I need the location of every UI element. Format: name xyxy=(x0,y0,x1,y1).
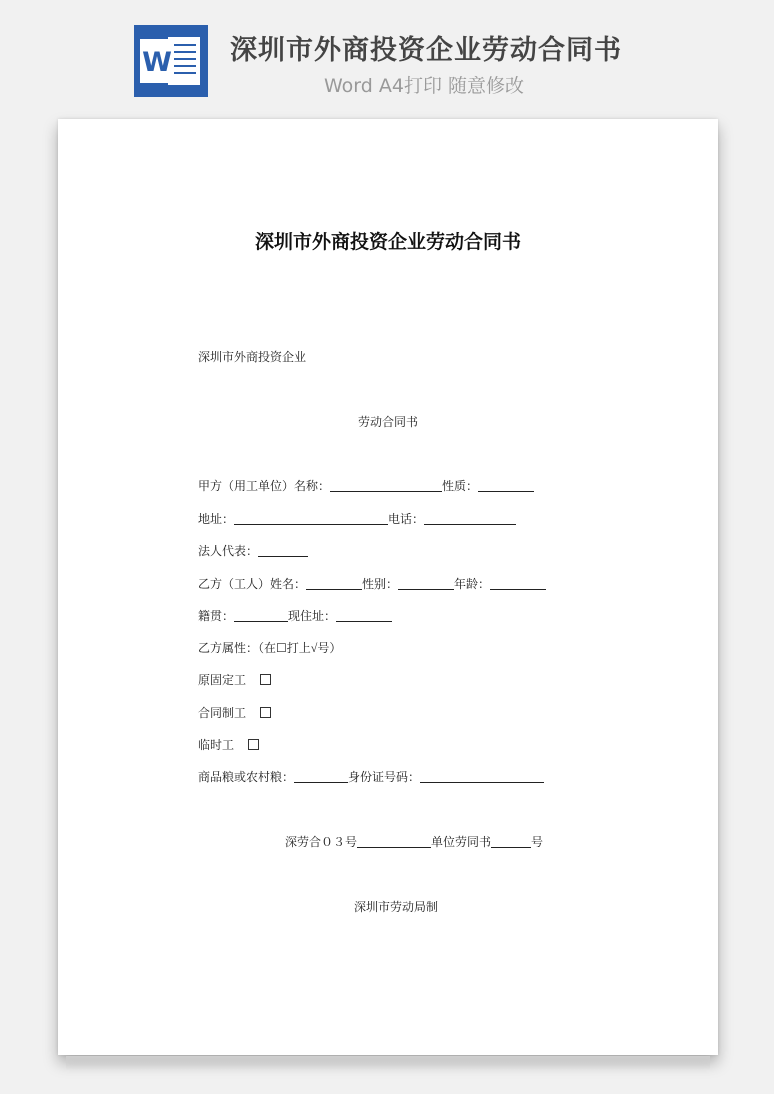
native-place-row xyxy=(198,608,392,624)
id-number-blank[interactable] xyxy=(420,770,544,783)
option-temp-checkbox[interactable] xyxy=(248,739,259,750)
contract-number-prefix: 深劳合０３号 xyxy=(285,835,358,849)
gender-label: 性别： xyxy=(362,577,399,591)
party-a-row xyxy=(198,478,534,494)
address-label: 地址： xyxy=(198,512,235,526)
option-contract-checkbox[interactable] xyxy=(260,707,271,718)
legal-rep-blank[interactable] xyxy=(258,544,308,557)
legal-rep-row xyxy=(198,543,308,559)
option-contract-row xyxy=(198,705,271,721)
party-b-row xyxy=(198,576,546,592)
party-b-attr-label: 乙方属性：（在☐打上√号） xyxy=(198,641,342,655)
gender-blank[interactable] xyxy=(398,577,454,590)
page-shadow xyxy=(66,1056,710,1070)
grain-type-label: 商品粮或农村粮： xyxy=(198,770,295,784)
sub-title: 劳动合同书 xyxy=(357,415,418,429)
contract-number-suffix: 号 xyxy=(531,835,544,849)
option-fixed-row xyxy=(198,672,271,688)
header-banner xyxy=(0,0,774,110)
document-page xyxy=(58,119,718,1055)
contract-number-row xyxy=(285,834,543,850)
option-fixed-checkbox[interactable] xyxy=(260,674,271,685)
org-line: 深圳市外商投资企业 xyxy=(198,350,307,364)
contract-number-blank[interactable] xyxy=(357,835,431,848)
svg-text:W: W xyxy=(142,47,172,78)
id-number-label: 身份证号码： xyxy=(348,770,421,784)
grain-type-blank[interactable] xyxy=(294,770,348,783)
legal-rep-label: 法人代表： xyxy=(198,544,259,558)
grain-id-row xyxy=(198,769,544,785)
nature-blank[interactable] xyxy=(478,479,534,492)
address-row xyxy=(198,511,516,527)
party-a-name-blank[interactable] xyxy=(330,479,442,492)
party-b-name-blank[interactable] xyxy=(306,577,362,590)
banner-title: 深圳市外商投资企业劳动合同书 xyxy=(230,35,622,66)
banner-subtitle: Word A4打印 随意修改 xyxy=(324,75,525,97)
phone-blank[interactable] xyxy=(424,512,516,525)
current-address-label: 现住址： xyxy=(288,609,337,623)
option-temp-label: 临时工 xyxy=(198,738,235,752)
age-label: 年龄： xyxy=(454,577,491,591)
document-title: 深圳市外商投资企业劳动合同书 xyxy=(254,231,521,253)
issuer-line: 深圳市劳动局制 xyxy=(353,900,438,914)
option-temp-row xyxy=(198,737,259,753)
contract-number-unit: 单位劳同书 xyxy=(431,835,492,849)
address-blank[interactable] xyxy=(234,512,388,525)
option-contract-label: 合同制工 xyxy=(198,706,247,720)
party-a-name-label: 甲方（用工单位）名称： xyxy=(198,479,331,493)
age-blank[interactable] xyxy=(490,577,546,590)
party-b-name-label: 乙方（工人）姓名： xyxy=(198,577,307,591)
current-address-blank[interactable] xyxy=(336,609,392,622)
nature-label: 性质： xyxy=(442,479,479,493)
native-place-label: 籍贯： xyxy=(198,609,235,623)
word-document-icon xyxy=(134,25,208,97)
unit-number-blank[interactable] xyxy=(491,835,531,848)
native-place-blank[interactable] xyxy=(234,609,288,622)
watermark xyxy=(92,472,115,499)
option-fixed-label: 原固定工 xyxy=(198,673,247,687)
phone-label: 电话： xyxy=(388,512,425,526)
